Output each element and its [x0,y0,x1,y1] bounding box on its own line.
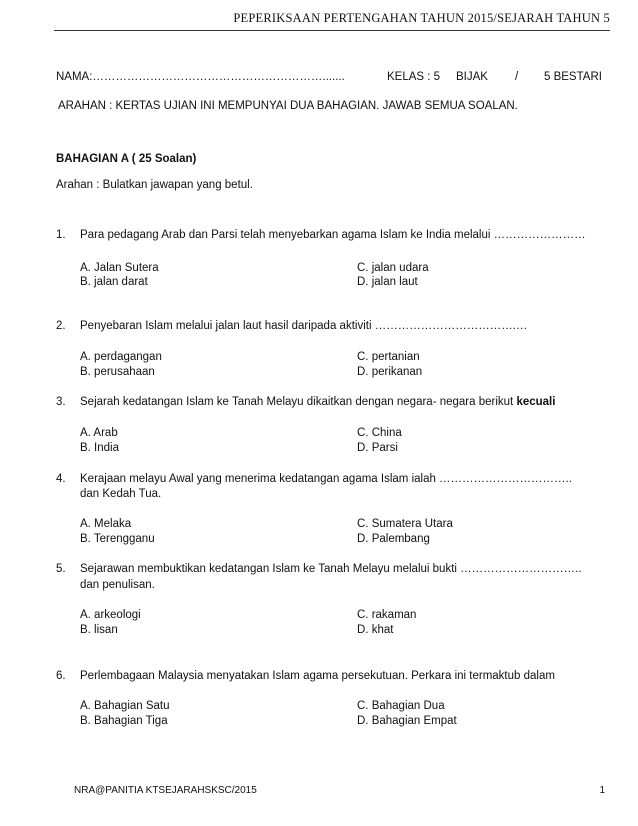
question-2-option-b[interactable]: B. perusahaan [80,366,155,378]
question-1-option-a[interactable]: A. Jalan Sutera [80,262,159,274]
question-4-option-d[interactable]: D. Palembang [357,533,430,545]
question-3-option-d[interactable]: D. Parsi [357,442,398,454]
class-option-bijak: BIJAK [456,71,488,83]
question-6-text: Perlembagaan Malaysia menyatakan Islam agama persekutuan. Perkara ini termaktub dalam [80,670,555,682]
question-3-number: 3. [56,396,66,408]
question-4-option-b[interactable]: B. Terengganu [80,533,155,545]
question-1-number: 1. [56,229,66,241]
question-6-option-b[interactable]: B. Bahagian Tiga [80,715,168,727]
question-1-option-d[interactable]: D. jalan laut [357,276,418,288]
question-3-text-main: Sejarah kedatangan Islam ke Tanah Melayu dikaitkan dengan negara- negara berikut [80,396,514,408]
question-2-option-a[interactable]: A. perdagangan [80,351,162,363]
question-4-text-line-1: Kerajaan melayu Awal yang menerima kedatangan agama Islam ialah …………………………….. [80,473,572,485]
question-5-option-b[interactable]: B. lisan [80,624,118,636]
page-number: 1 [599,785,605,796]
question-6-number: 6. [56,670,66,682]
footer-source: NRA@PANITIA KTSEJARAHSKSC/2015 [74,785,257,796]
question-4-number: 4. [56,473,66,485]
section-title: BAHAGIAN A ( 25 Soalan) [56,153,197,165]
page-header-title: PEPERIKSAAN PERTENGAHAN TAHUN 2015/SEJARAH TAHUN 5 [233,11,610,25]
question-3-text [80,396,555,408]
question-4-text-line-2: dan Kedah Tua. [80,488,162,500]
question-6-option-a[interactable]: A. Bahagian Satu [80,700,170,712]
question-5-option-a[interactable]: A. arkeologi [80,609,141,621]
question-3-option-c[interactable]: C. China [357,427,402,439]
question-2-text: Penyebaran Islam melalui jalan laut hasil daripada aktiviti ……………………………….… [80,320,528,332]
question-5-text-line-1: Sejarawan membuktikan kedatangan Islam ke Tanah Melayu melalui bukti ………………………….. [80,563,582,575]
question-3-option-b[interactable]: B. India [80,442,119,454]
question-4-option-c[interactable]: C. Sumatera Utara [357,518,453,530]
question-1-option-b[interactable]: B. jalan darat [80,276,148,288]
question-3-emphasis: kecuali [516,396,556,408]
question-1-text: Para pedagang Arab dan Parsi telah menyebarkan agama Islam ke India melalui …………………… [80,229,586,241]
question-4-option-a[interactable]: A. Melaka [80,518,132,530]
class-option-bestari: 5 BESTARI [544,71,602,83]
question-2-option-d[interactable]: D. perikanan [357,366,423,378]
name-field-label: NAMA:……………………………………………………....... [56,71,345,83]
question-3-option-a[interactable]: A. Arab [80,427,118,439]
section-instruction: Arahan : Bulatkan jawapan yang betul. [56,179,253,191]
class-separator: / [515,71,519,83]
question-6-option-d[interactable]: D. Bahagian Empat [357,715,457,727]
question-6-option-c[interactable]: C. Bahagian Dua [357,700,445,712]
header-divider [54,30,610,31]
question-5-option-c[interactable]: C. rakaman [357,609,417,621]
question-5-option-d[interactable]: D. khat [357,624,394,636]
question-2-number: 2. [56,320,66,332]
question-2-option-c[interactable]: C. pertanian [357,351,420,363]
class-label: KELAS : 5 [387,71,441,83]
question-5-text-line-2: dan penulisan. [80,579,155,591]
question-1-option-c[interactable]: C. jalan udara [357,262,429,274]
exam-instructions: ARAHAN : KERTAS UJIAN INI MEMPUNYAI DUA BAHAGIAN. JAWAB SEMUA SOALAN. [58,100,518,112]
question-5-number: 5. [56,563,66,575]
